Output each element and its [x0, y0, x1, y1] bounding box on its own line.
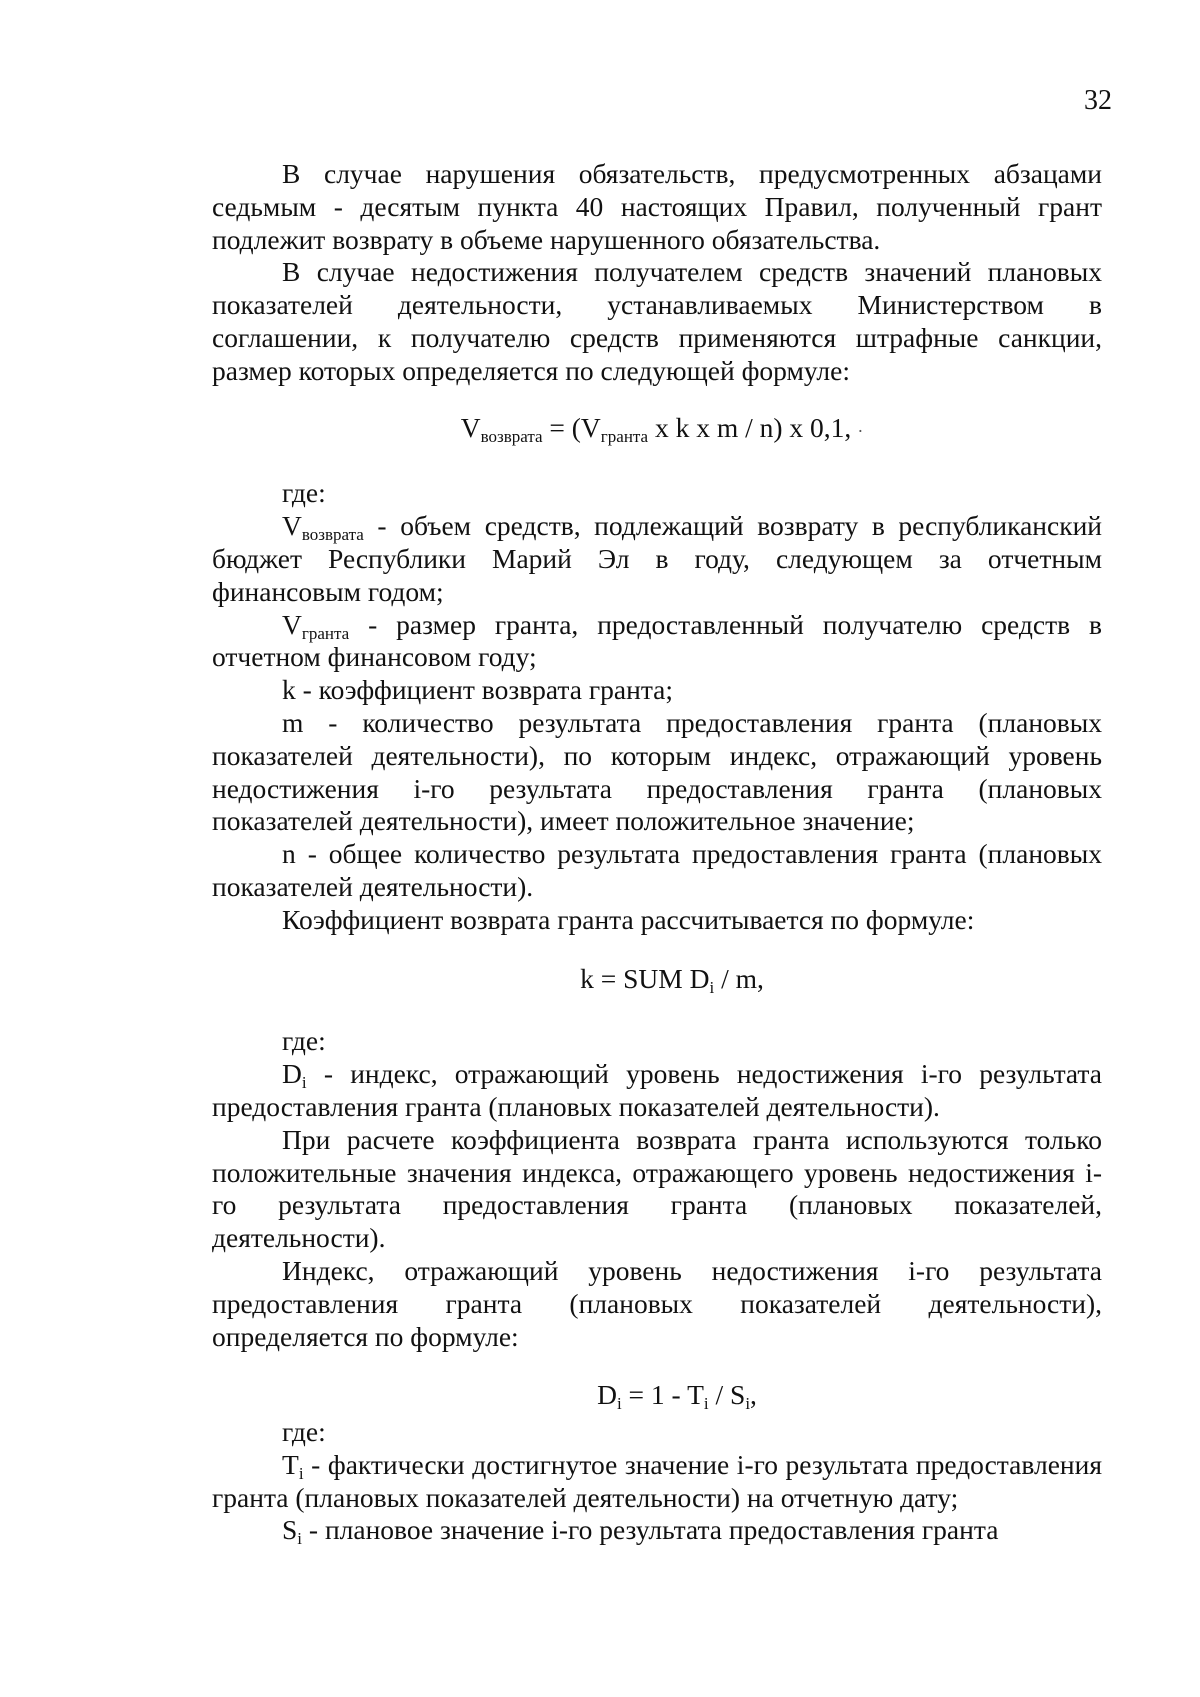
definition-m: m - количество результата предоставления гранта (плановых показателей деятельности), по которым индекс, отражающий уровень недостижения i-го результата предоставления гранта (плановых показателей деятельности), имеет положительное значение; [212, 706, 1102, 837]
v-return-description: - объем средств, подлежащий возврату в республиканский бюджет Республики Марий Эл в году, следующем за отчетным финансовым годом; [212, 510, 1102, 607]
formula-return-mid: = (V [542, 411, 601, 443]
where-label: где: [282, 1416, 326, 1448]
definition-v-return [212, 510, 1102, 608]
definition-v-grant [212, 609, 1102, 675]
formula-index-mid2: / S [708, 1379, 746, 1411]
definition-t [212, 1449, 1102, 1515]
v-grant-subscript: гранта [301, 623, 350, 643]
definition-s [212, 1514, 1102, 1547]
paragraph-penalty-intro: В случае недостижения получателем средств значений плановых показателей деятельности, устанавливаемых Министерством в соглашении, к получателю средств применяются штрафные санкции, размер которых определяется по следующей формуле: [212, 256, 1102, 386]
formula-return-volume [212, 412, 1102, 448]
where-label: где: [282, 1025, 326, 1057]
where-label: где: [282, 477, 326, 509]
paragraph-obligation-violation: В случае нарушения обязательств, предусмотренных абзацами седьмым - десятым пункта 40 настоящих Правил, полученный грант подлежит возврату в объеме нарушенного обязательства. [212, 158, 1102, 255]
definition-k: k - коэффициент возврата гранта; [282, 674, 674, 706]
definition-d [212, 1058, 1102, 1124]
page-number: 32 [1084, 85, 1112, 116]
s-subscript: i [297, 1529, 303, 1549]
d-subscript: i [301, 1073, 307, 1093]
formula-index-lhs: D [597, 1379, 617, 1411]
s-description: - плановое значение i-го результата предоставления гранта [302, 1514, 999, 1546]
formula-coefficient-lhs: k = SUM D [580, 962, 710, 994]
v-return-symbol: V [282, 510, 302, 542]
formula-coefficient-sub: i [709, 977, 715, 997]
paragraph-index-intro: Индекс, отражающий уровень недостижения i-го результата предоставления гранта (плановых показателей деятельности), определяется по формуле: [212, 1254, 1102, 1352]
formula-return-rest: x k x m / n) x 0,1, [648, 411, 852, 443]
formula-index-mid1-sub: i [703, 1394, 709, 1414]
v-grant-description: - размер гранта, предоставленный получателю средств в отчетном финансовом году; [212, 608, 1102, 673]
t-description: - фактически достигнутое значение i-го результата предоставления гранта (плановых показателей деятельности) на отчетную дату; [212, 1448, 1102, 1513]
document-body [212, 158, 1102, 1547]
paragraph-positive-values: При расчете коэффициента возврата гранта используются только положительные значения индекса, отражающего уровень недостижения i-го результата предоставления гранта (плановых показателей, деятельности). [212, 1123, 1102, 1254]
formula-return-mid-sub: гранта [600, 426, 649, 446]
v-return-subscript: возврата [301, 525, 364, 545]
d-description: - индекс, отражающий уровень недостижения i-го результата предоставления гранта (плановых показателей деятельности). [212, 1058, 1102, 1122]
t-subscript: i [298, 1463, 304, 1483]
formula-return-lhs-sub: возврата [480, 426, 543, 446]
formula-return-lhs: V [460, 411, 481, 443]
formula-index-rest: , [750, 1379, 757, 1411]
formula-index-lhs-sub: i [616, 1394, 622, 1414]
formula-index-mid2-sub: i [745, 1394, 751, 1414]
formula-index [212, 1379, 1102, 1412]
d-symbol: D [282, 1058, 302, 1090]
t-symbol: T [282, 1448, 299, 1480]
formula-coefficient [212, 963, 1102, 996]
paragraph-coefficient-intro: Коэффициент возврата гранта рассчитывается по формуле: [282, 903, 975, 935]
formula-return-mark: · [857, 420, 864, 441]
s-symbol: S [282, 1514, 298, 1546]
formula-coefficient-rest: / m, [714, 962, 764, 994]
v-grant-symbol: V [282, 608, 302, 640]
formula-index-mid1: = 1 - T [621, 1379, 704, 1411]
definition-n: n - общее количество результата предоставления гранта (плановых показателей деятельности). [212, 838, 1102, 902]
